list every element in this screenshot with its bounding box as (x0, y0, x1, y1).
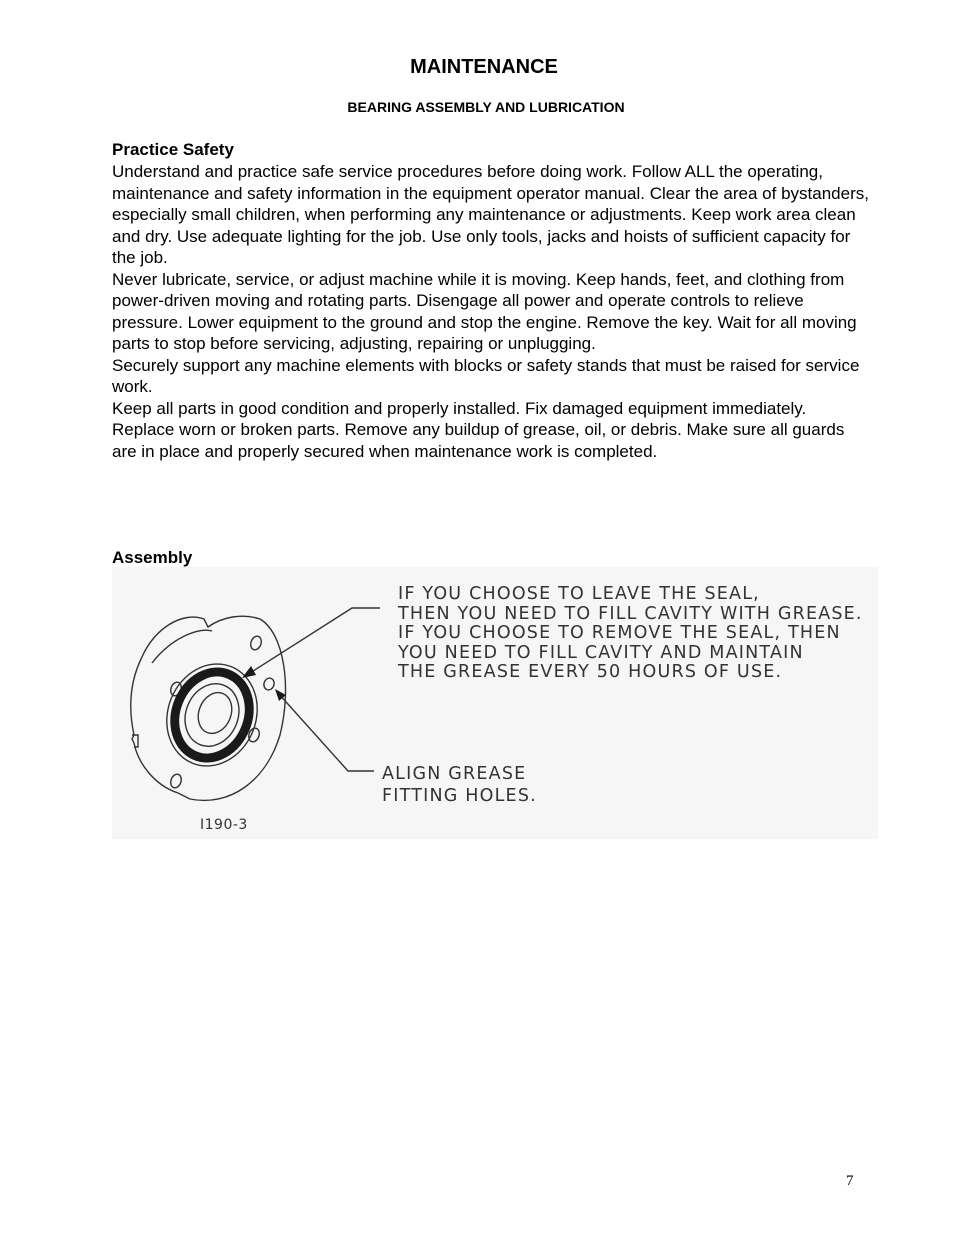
safety-paragraph: Keep all parts in good condition and properly installed. Fix damaged equipment immediately. Replace worn or broken parts. Remove any buildup of grease, oil, or debris. Make sure all guards are in place and properly secured when maintenance work is completed. (112, 398, 845, 461)
seal-note-line: IF YOU CHOOSE TO LEAVE THE SEAL, (398, 584, 760, 604)
page-title: MAINTENANCE (410, 56, 558, 78)
section-heading-assembly: Assembly (112, 548, 193, 567)
page-number: 7 (846, 1173, 854, 1189)
bolt-hole (249, 635, 263, 652)
bearing-assembly-figure (112, 567, 878, 839)
align-note-line: FITTING HOLES. (382, 786, 537, 806)
seal-note-line: THEN YOU NEED TO FILL CAVITY WITH GREASE. (398, 603, 863, 624)
align-note-line: ALIGN GREASE (382, 764, 527, 784)
seal-arrowhead (242, 666, 256, 678)
section-heading-practice-safety: Practice Safety (112, 140, 234, 159)
safety-paragraph: Securely support any machine elements with blocks or safety stands that must be raised for service work. (112, 355, 860, 396)
seal-note-line: THE GREASE EVERY 50 HOURS OF USE. (398, 662, 783, 682)
figure-id: I190-3 (200, 817, 248, 833)
safety-paragraph: Understand and practice safe service procedures before doing work. Follow ALL the operating, maintenance and safety information in the equipment operator manual. Clear the area of bystanders, especially small children, when performing any maintenance or adjustments. Keep work area clean and dry. Use adequate lighting for the job. Use only tools, jacks and hoists of sufficient capacity for the job. (112, 162, 869, 267)
grease-fitting-hole (262, 677, 276, 692)
flange-housing-outline (131, 616, 286, 800)
align-note (382, 763, 537, 807)
seal-note-line: IF YOU CHOOSE TO REMOVE THE SEAL, THEN (398, 623, 841, 643)
safety-body (112, 161, 872, 462)
seal-note (398, 585, 863, 683)
bearing-bore (192, 688, 237, 739)
seal-note-line: YOU NEED TO FILL CAVITY AND MAINTAIN (398, 642, 804, 663)
page-subtitle: BEARING ASSEMBLY AND LUBRICATION (347, 99, 625, 115)
flange-rim-line (152, 630, 212, 663)
bolt-hole (169, 773, 183, 790)
grease-leader-line (278, 693, 374, 771)
safety-paragraph: Never lubricate, service, or adjust machine while it is moving. Keep hands, feet, and clothing from power-driven moving and rotating parts. Disengage all power and operate controls to relieve pressure. Lower equipment to the ground and stop the engine. Remove the key. Wait for all moving parts to stop before servicing, adjusting, repairing or unplugging. (112, 269, 857, 353)
seal-leader-line (250, 608, 380, 673)
